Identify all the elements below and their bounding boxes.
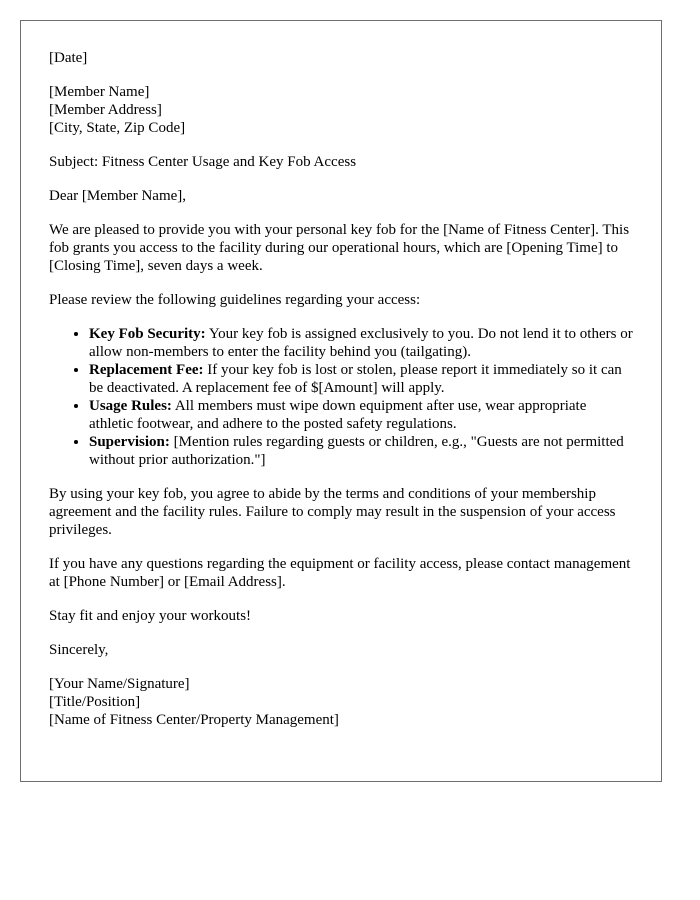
recipient-city-state-zip: [City, State, Zip Code] — [49, 120, 186, 136]
agreement-paragraph: By using your key fob, you agree to abide by the terms and conditions of your membership agreement and the facility rules. Failure to comply may result in the suspension of your access privileges. — [49, 486, 616, 538]
guideline-text: Your key fob is assigned exclusively to you. Do not lend it to others or allow non-members to enter the facility behind you (tailgating). — [89, 326, 633, 360]
letter-salutation: Dear [Member Name], — [49, 188, 187, 204]
guideline-item-key-fob-security — [89, 325, 633, 361]
guideline-title: Key Fob Security: — [89, 326, 206, 342]
guideline-item-supervision — [89, 433, 633, 469]
recipient-block — [49, 83, 633, 137]
guideline-item-usage-rules — [89, 397, 633, 433]
recipient-name: [Member Name] — [49, 84, 150, 100]
guideline-title: Usage Rules: — [89, 398, 172, 414]
signature-title: [Title/Position] — [49, 694, 141, 710]
guideline-text: [Mention rules regarding guests or children, e.g., "Guests are not permitted without prior authorization."] — [89, 434, 624, 468]
signature-name: [Your Name/Signature] — [49, 676, 190, 692]
guideline-title: Replacement Fee: — [89, 362, 204, 378]
signature-block — [49, 675, 633, 729]
contact-paragraph: If you have any questions regarding the equipment or facility access, please contact management at [Phone Number] or [Email Address]. — [49, 556, 631, 590]
intro-paragraph: We are pleased to provide you with your personal key fob for the [Name of Fitness Center]. This fob grants you access to the facility during our operational hours, which are [Opening Time] to [Closing Time], seven days a week. — [49, 222, 630, 274]
guidelines-list — [49, 325, 633, 469]
guideline-title: Supervision: — [89, 434, 170, 450]
guideline-item-replacement-fee — [89, 361, 633, 397]
guidelines-intro: Please review the following guidelines regarding your access: — [49, 292, 421, 308]
letter-subject: Subject: Fitness Center Usage and Key Fob Access — [49, 154, 357, 170]
recipient-address: [Member Address] — [49, 102, 162, 118]
letter-document — [20, 20, 662, 782]
guideline-text: All members must wipe down equipment after use, wear appropriate athletic footwear, and adhere to the posted safety regulations. — [89, 398, 587, 432]
valediction: Sincerely, — [49, 642, 109, 658]
signature-organization: [Name of Fitness Center/Property Management] — [49, 712, 339, 728]
letter-date: [Date] — [49, 50, 88, 66]
guideline-text: If your key fob is lost or stolen, please report it immediately so it can be deactivated. A replacement fee of $[Amount] will apply. — [89, 362, 622, 396]
closing-line: Stay fit and enjoy your workouts! — [49, 608, 252, 624]
